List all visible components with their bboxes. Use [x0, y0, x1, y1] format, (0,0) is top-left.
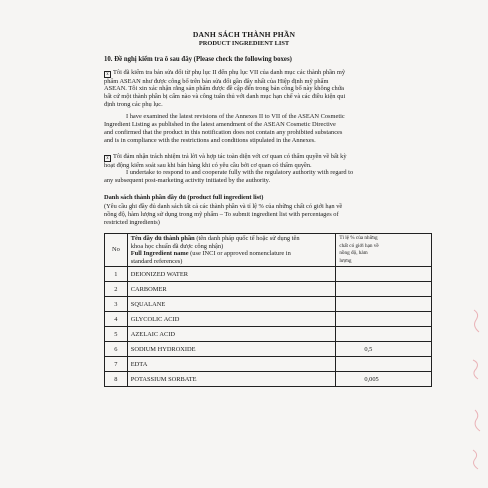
- text-line: nồng độ, hàm lượng sử dụng trong mỹ phẩm – To submit ingredient list with percentages of: [104, 210, 339, 218]
- declaration-2: [104, 153, 353, 185]
- text-line: bất cứ một thành phần bị cấm nào và công tuân thủ với danh mục hạn chế và các điều kiện qui: [104, 93, 346, 101]
- header-percentage: Tỉ lệ % của những chất có giới hạn về nồng độ, hàm lượng: [336, 234, 432, 267]
- ingredient-name: EDTA: [127, 357, 336, 372]
- table-row: [105, 267, 432, 282]
- ingredient-percentage: [336, 267, 432, 282]
- ingredient-percentage: [336, 282, 432, 297]
- title-english: PRODUCT INGREDIENT LIST: [198, 40, 290, 47]
- text-line: any subsequent post-marketing activity initiated by the authority.: [104, 177, 271, 185]
- text-line: I have examined the latest revisions of the Annexes II to VII of the ASEAN Cosmetic: [126, 113, 345, 120]
- text-line: Tôi đảm nhận trách nhiệm trả lời và hợp tác toàn diện với cơ quan có thẩm quyền về bất kỳ: [113, 153, 347, 160]
- ingredient-name: DEIONIZED WATER: [127, 267, 336, 282]
- text-line: định trong các phụ lục.: [104, 101, 163, 109]
- ingredient-percentage: [336, 327, 432, 342]
- text-line: hoạt động kiểm soát sau khi bán hàng khi có yêu cầu bởi cơ quan có thẩm quyền.: [104, 161, 312, 169]
- ingredient-table: [104, 233, 432, 387]
- stamp-mark: [470, 300, 484, 480]
- row-number: 5: [105, 327, 128, 342]
- text-line: Tôi đã kiểm tra bản sửa đổi từ phụ lục II đến phụ lục VII của danh mục các thành phần mỹ: [113, 69, 346, 76]
- checkbox-declaration-1[interactable]: x: [104, 71, 111, 78]
- ingredient-percentage: 0,005: [336, 372, 432, 387]
- row-number: 7: [105, 357, 128, 372]
- table-header-row: [105, 234, 432, 267]
- text-line: I undertake to respond to and cooperate fully with the regulatory authority with regard to: [126, 169, 354, 177]
- text-line: (Yêu cầu ghi đầy đủ danh sách tất cả các thành phần và tỉ lệ % của những chất có giới hạn về: [104, 203, 343, 210]
- table-row: [105, 342, 432, 357]
- ingredient-name: GLYCOLIC ACID: [127, 312, 336, 327]
- row-number: 6: [105, 342, 128, 357]
- text-line: and is in compliance with the restrictions and conditions stipulated in the Annexes.: [104, 136, 316, 144]
- ingredient-name: SQUALANE: [127, 297, 336, 312]
- table-row: [105, 312, 432, 327]
- text-line: phẩm ASEAN như được công bố trên bản sửa đổi gần đây nhất của Hiệp định mỹ phẩm: [104, 77, 329, 85]
- full-list-description: [104, 203, 342, 227]
- checkbox-declaration-2[interactable]: x: [104, 155, 111, 162]
- text-line: and confirmed that the product in this notification does not contain any prohibited substances: [104, 128, 343, 136]
- declaration-1-vietnamese: [104, 69, 345, 109]
- table-row: [105, 372, 432, 387]
- ingredient-percentage: [336, 357, 432, 372]
- text-line: ASEAN. Tôi xin xác nhận rằng sản phẩm được đề cập đến trong bản công bố này không chứa: [104, 85, 345, 93]
- table-row: [105, 327, 432, 342]
- ingredient-percentage: [336, 312, 432, 327]
- title-vietnamese: DANH SÁCH THÀNH PHẦN: [192, 30, 296, 39]
- ingredient-name: SODIUM HYDROXIDE: [127, 342, 336, 357]
- ingredient-name: AZELAIC ACID: [127, 327, 336, 342]
- row-number: 1: [105, 267, 128, 282]
- row-number: 4: [105, 312, 128, 327]
- table-row: [105, 357, 432, 372]
- header-no: No: [105, 234, 128, 267]
- ingredient-name: CARBOMER: [127, 282, 336, 297]
- table-row: [105, 297, 432, 312]
- full-list-title: Danh sách thành phần đầy đủ (product full ingredient list): [104, 194, 264, 201]
- section-10-title: 10. Đề nghị kiểm tra ô sau đây (Please check the following boxes): [104, 56, 292, 63]
- text-line: Ingredient Listing as published in the latest amendment of the ASEAN Cosmetic Directive: [104, 120, 336, 128]
- ingredient-percentage: [336, 297, 432, 312]
- declaration-1-english: [104, 113, 345, 145]
- row-number: 2: [105, 282, 128, 297]
- row-number: 8: [105, 372, 128, 387]
- text-line: restricted ingredients): [104, 218, 160, 226]
- ingredient-name: POTASSIUM SORBATE: [127, 372, 336, 387]
- row-number: 3: [105, 297, 128, 312]
- table-row: [105, 282, 432, 297]
- header-ingredient-name: Tên đầy đủ thành phần (tên danh pháp quốc tế hoặc sử dụng tên khoa học chuẩn đã được công nhận) Full Ingredient name (use INCI or approved nomenclature in standard references): [127, 234, 336, 267]
- ingredient-percentage: 0,5: [336, 342, 432, 357]
